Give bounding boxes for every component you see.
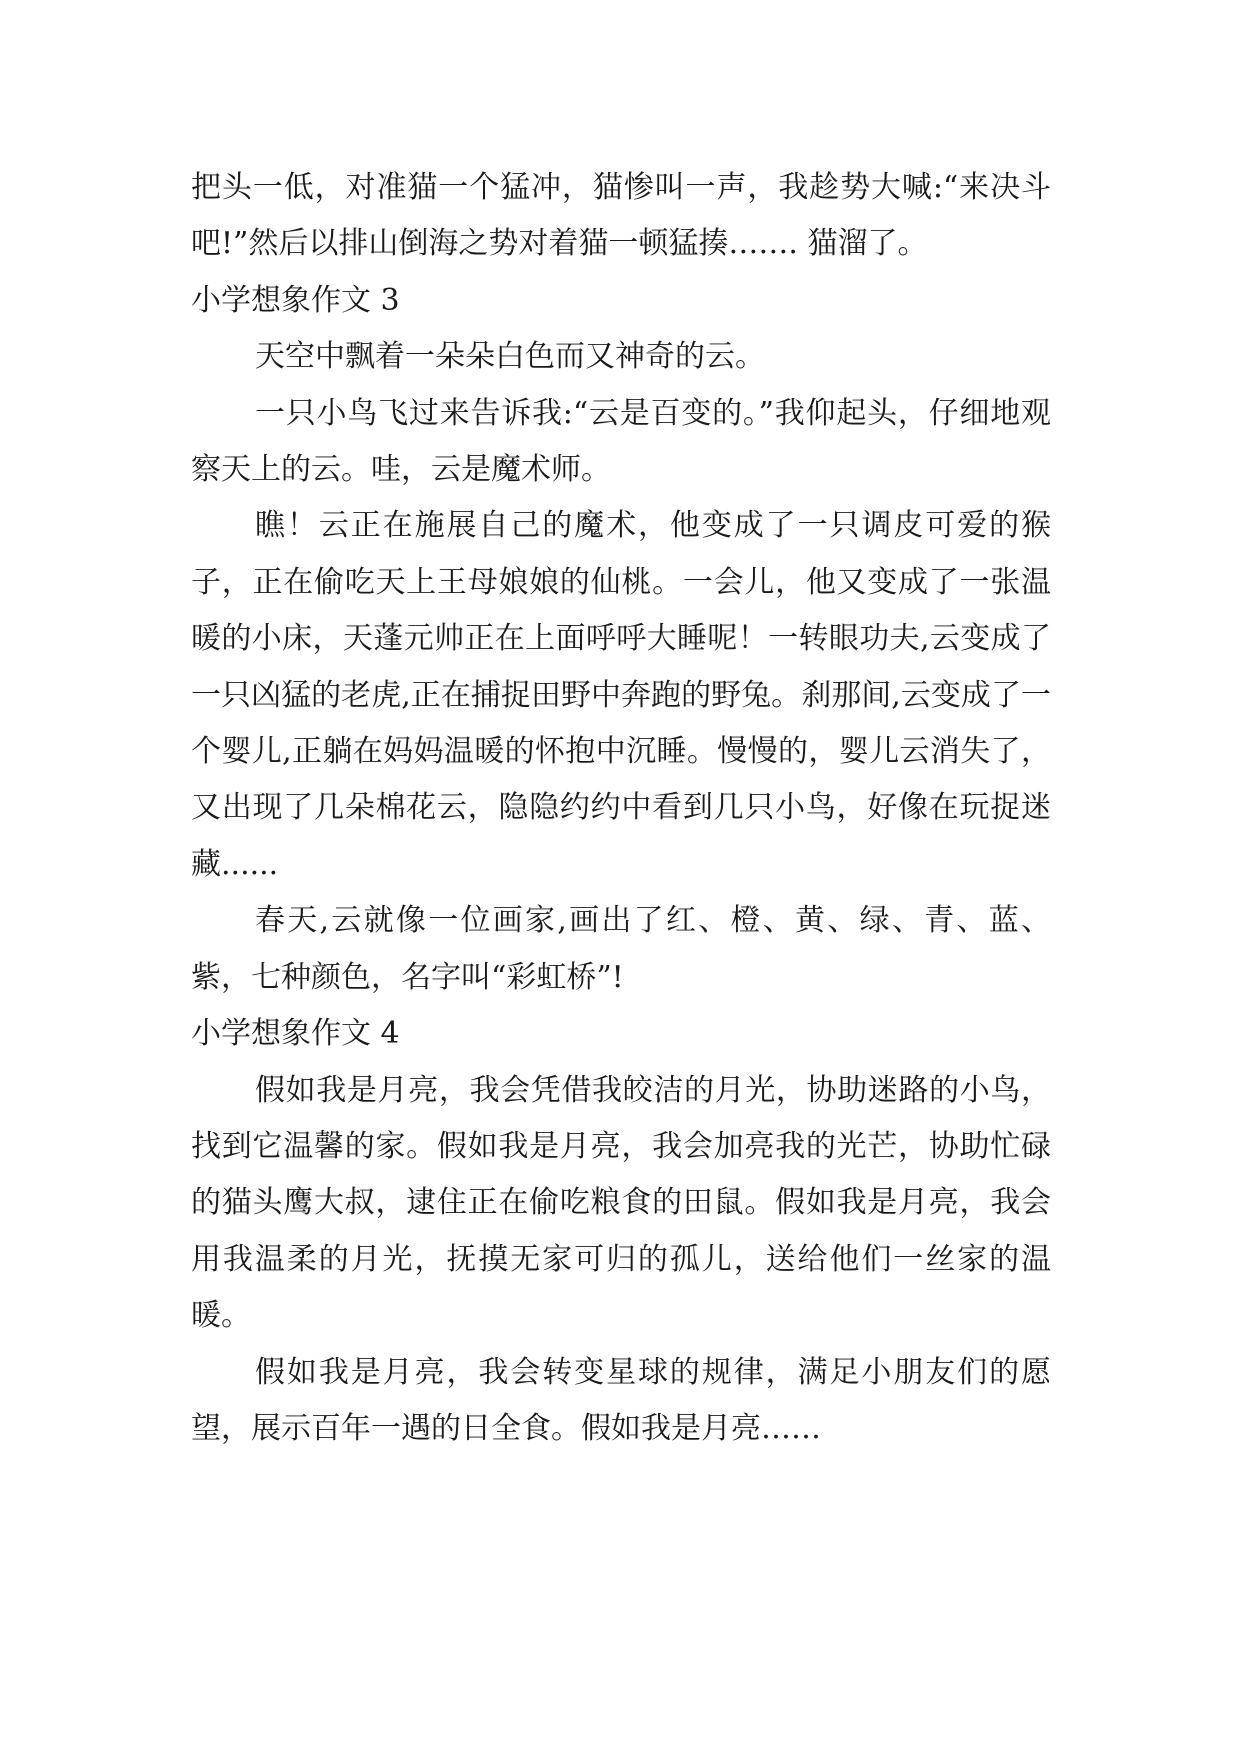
paragraph-clouds-intro: 天空中飘着一朵朵白色而又神奇的云。 — [255, 339, 765, 375]
paragraph-cloud-magic: 瞧！云正在施展自己的魔术，他变成了一只调皮可爱的猴子，正在偷吃天上王母娘娘的仙桃。一会儿，他又变成了一张温暖的小床，天蓬元帅正在上面呼呼大睡呢！一转眼功夫,云变成了一只凶猛的老虎,正在捕捉田野中奔跑的野兔。刹那间,云变成了一个婴儿,正躺在妈妈温暖的怀抱中沉睡。慢慢的，婴儿云消失了，又出现了几朵棉花云，隐隐约约中看到几只小鸟，好像在玩捉迷藏...... — [191, 508, 1051, 882]
paragraph-if-i-were-moon-2: 假如我是月亮，我会转变星球的规律，满足小朋友们的愿望，展示百年一遇的日全食。假如我是月亮…… — [191, 1354, 1051, 1446]
document-body — [191, 160, 1051, 1457]
paragraph-bird-tells: 一只小鸟飞过来告诉我:“云是百变的。”我仰起头，仔细地观察天上的云。哇，云是魔术师。 — [191, 395, 1051, 488]
paragraph-cat-fight-ending: 把头一低，对准猫一个猛冲，猫惨叫一声，我趁势大喊:“来决斗吧!”然后以排山倒海之势对着猫一顿猛揍……. 猫溜了。 — [191, 170, 1051, 262]
essay-heading-4: 小学想象作文 4 — [191, 1016, 400, 1052]
paragraph-rainbow-bridge: 春天,云就像一位画家,画出了红、橙、黄、绿、青、蓝、紫，七种颜色，名字叫“彩虹桥”! — [191, 903, 1051, 995]
essay-heading-3: 小学想象作文 3 — [191, 282, 400, 318]
paragraph-if-i-were-moon-1: 假如我是月亮，我会凭借我皎洁的月光，协助迷路的小鸟，找到它温馨的家。假如我是月亮，我会加亮我的光芒，协助忙碌的猫头鹰大叔，逮住正在偷吃粮食的田鼠。假如我是月亮，我会用我温柔的月光，抚摸无家可归的孤儿，送给他们一丝家的温暖。 — [191, 1072, 1051, 1334]
